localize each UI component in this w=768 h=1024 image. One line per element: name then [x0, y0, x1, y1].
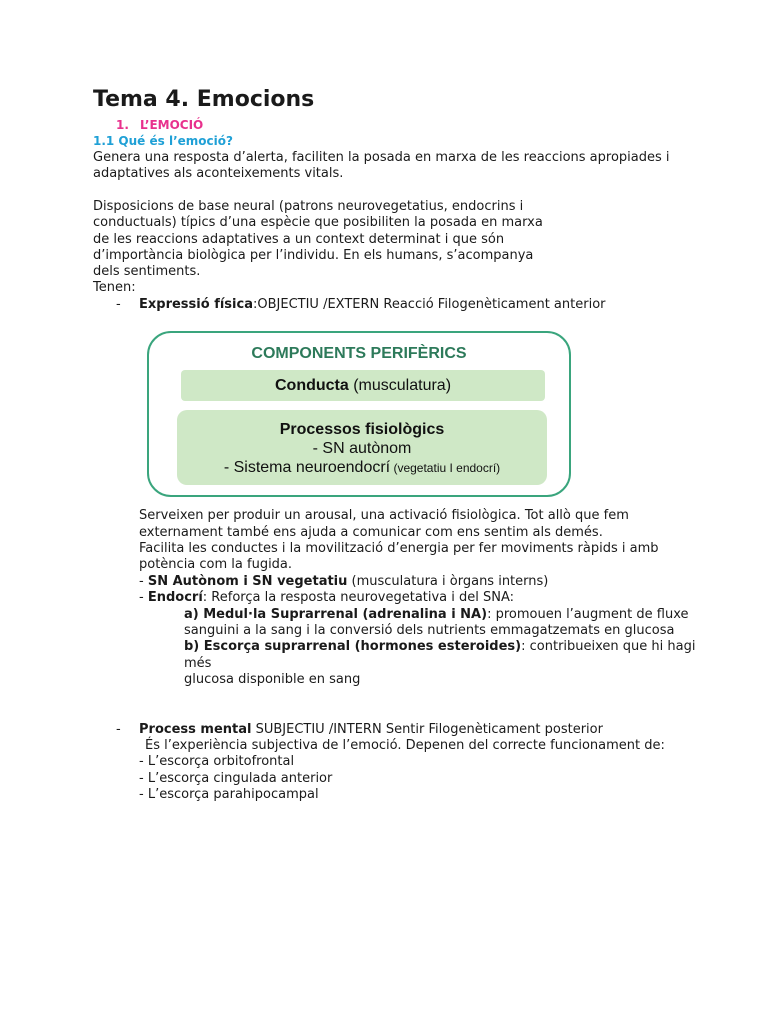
section-number: 1. — [116, 118, 129, 132]
bullet-rest: :OBJECTIU /EXTERN Reacció Filogenèticament anterior — [252, 297, 606, 312]
diagram-title: COMPONENTS PERIFÈRICS — [251, 345, 467, 362]
line-bold: a) Medul·la Suprarrenal (adrenalina i NA) — [184, 607, 488, 622]
conducta-box — [181, 370, 545, 401]
medulla-line-2: sanguini a la sang i la conversió dels nutrients emmagatzemats en glucosa — [184, 623, 675, 638]
processos-title: Processos fisiològics — [279, 421, 445, 438]
line-rest: : Reforça la resposta neurovegetativa i del SNA: — [202, 590, 515, 605]
medulla-line — [184, 607, 689, 623]
conducta-label: Conducta — [274, 377, 349, 394]
paragraph-line: de les reaccions adaptatives a un context determinat i que són — [93, 232, 505, 247]
bullet-bold: Process mental — [139, 722, 252, 737]
escorca-line-2: més — [184, 656, 212, 671]
line-bold: b) Escorça suprarrenal (hormones esteroides) — [184, 639, 522, 654]
conducta-detail: (musculatura) — [348, 377, 452, 394]
line-prefix: - — [139, 574, 148, 589]
paragraph-line: potència com la fugida. — [139, 557, 293, 572]
line-rest: : contribueixen que hi hagi — [521, 639, 696, 654]
neuroendocri-detail: (vegetatiu I endocrí) — [390, 461, 501, 475]
page-title: Tema 4. Emocions — [93, 87, 315, 112]
paragraph-line: Facilita les conductes i la movilització d’energia per fer moviments ràpids i amb — [139, 541, 659, 556]
bullet-expressio-fisica — [139, 297, 606, 313]
paragraph-line: Genera una resposta d’alerta, faciliten la posada en marxa de les reaccions apropiades i — [93, 150, 670, 165]
endocri-line — [139, 590, 514, 606]
bullet-rest: SUBJECTIU /INTERN Sentir Filogenèticament posterior — [251, 722, 603, 737]
line-prefix: - — [139, 590, 148, 605]
sn-autonom-line — [139, 574, 548, 590]
paragraph-line: dels sentiments. — [93, 264, 201, 279]
neuroendocri-label: - Sistema neuroendocrí — [223, 459, 391, 476]
escorca-line-3: glucosa disponible en sang — [184, 672, 361, 687]
line-bold: Endocrí — [147, 590, 203, 605]
cortex-list-item: - L’escorça cingulada anterior — [139, 771, 333, 786]
paragraph-line: conductuals) típics d’una espècie que posibiliten la posada en marxa — [93, 215, 543, 230]
paragraph-line: d’importància biològica per l’individu. En els humans, s’acompanya — [93, 248, 534, 263]
bullet-bold: Expressió física — [139, 297, 253, 312]
paragraph-line: Disposicions de base neural (patrons neurovegetatius, endocrins i — [93, 199, 524, 214]
subsection-title: 1.1 Qué és l’emoció? — [93, 134, 233, 148]
bullet-process-mental — [139, 722, 603, 738]
line-bold: SN Autònom i SN vegetatiu — [147, 574, 348, 589]
cortex-list-item: - L’escorça parahipocampal — [139, 787, 319, 802]
section-title: L’EMOCIÓ — [140, 118, 204, 132]
bullet-dash: - — [116, 722, 121, 737]
line-rest: : promouen l’augment de fluxe — [487, 607, 689, 622]
line-rest: (musculatura i òrgans interns) — [347, 574, 549, 589]
paragraph-line: Tenen: — [93, 280, 136, 295]
bullet-dash: - — [116, 297, 121, 312]
processos-sn: - SN autònom — [312, 440, 412, 457]
processos-neuroendocri — [177, 458, 547, 478]
paragraph-line: adaptatives als aconteixements vitals. — [93, 166, 344, 181]
cortex-list-item: - L’escorça orbitofrontal — [139, 754, 295, 769]
paragraph-line: externament també ens ajuda a comunicar com ens sentim als demés. — [139, 525, 603, 540]
paragraph-line: Serveixen per produir un arousal, una activació fisiològica. Tot allò que fem — [139, 508, 629, 523]
components-perifericos-diagram — [147, 331, 571, 497]
processos-box — [177, 410, 547, 485]
paragraph-line: És l’experiència subjectiva de l’emoció. Depenen del correcte funcionament de: — [145, 738, 665, 753]
escorca-line — [184, 639, 695, 655]
